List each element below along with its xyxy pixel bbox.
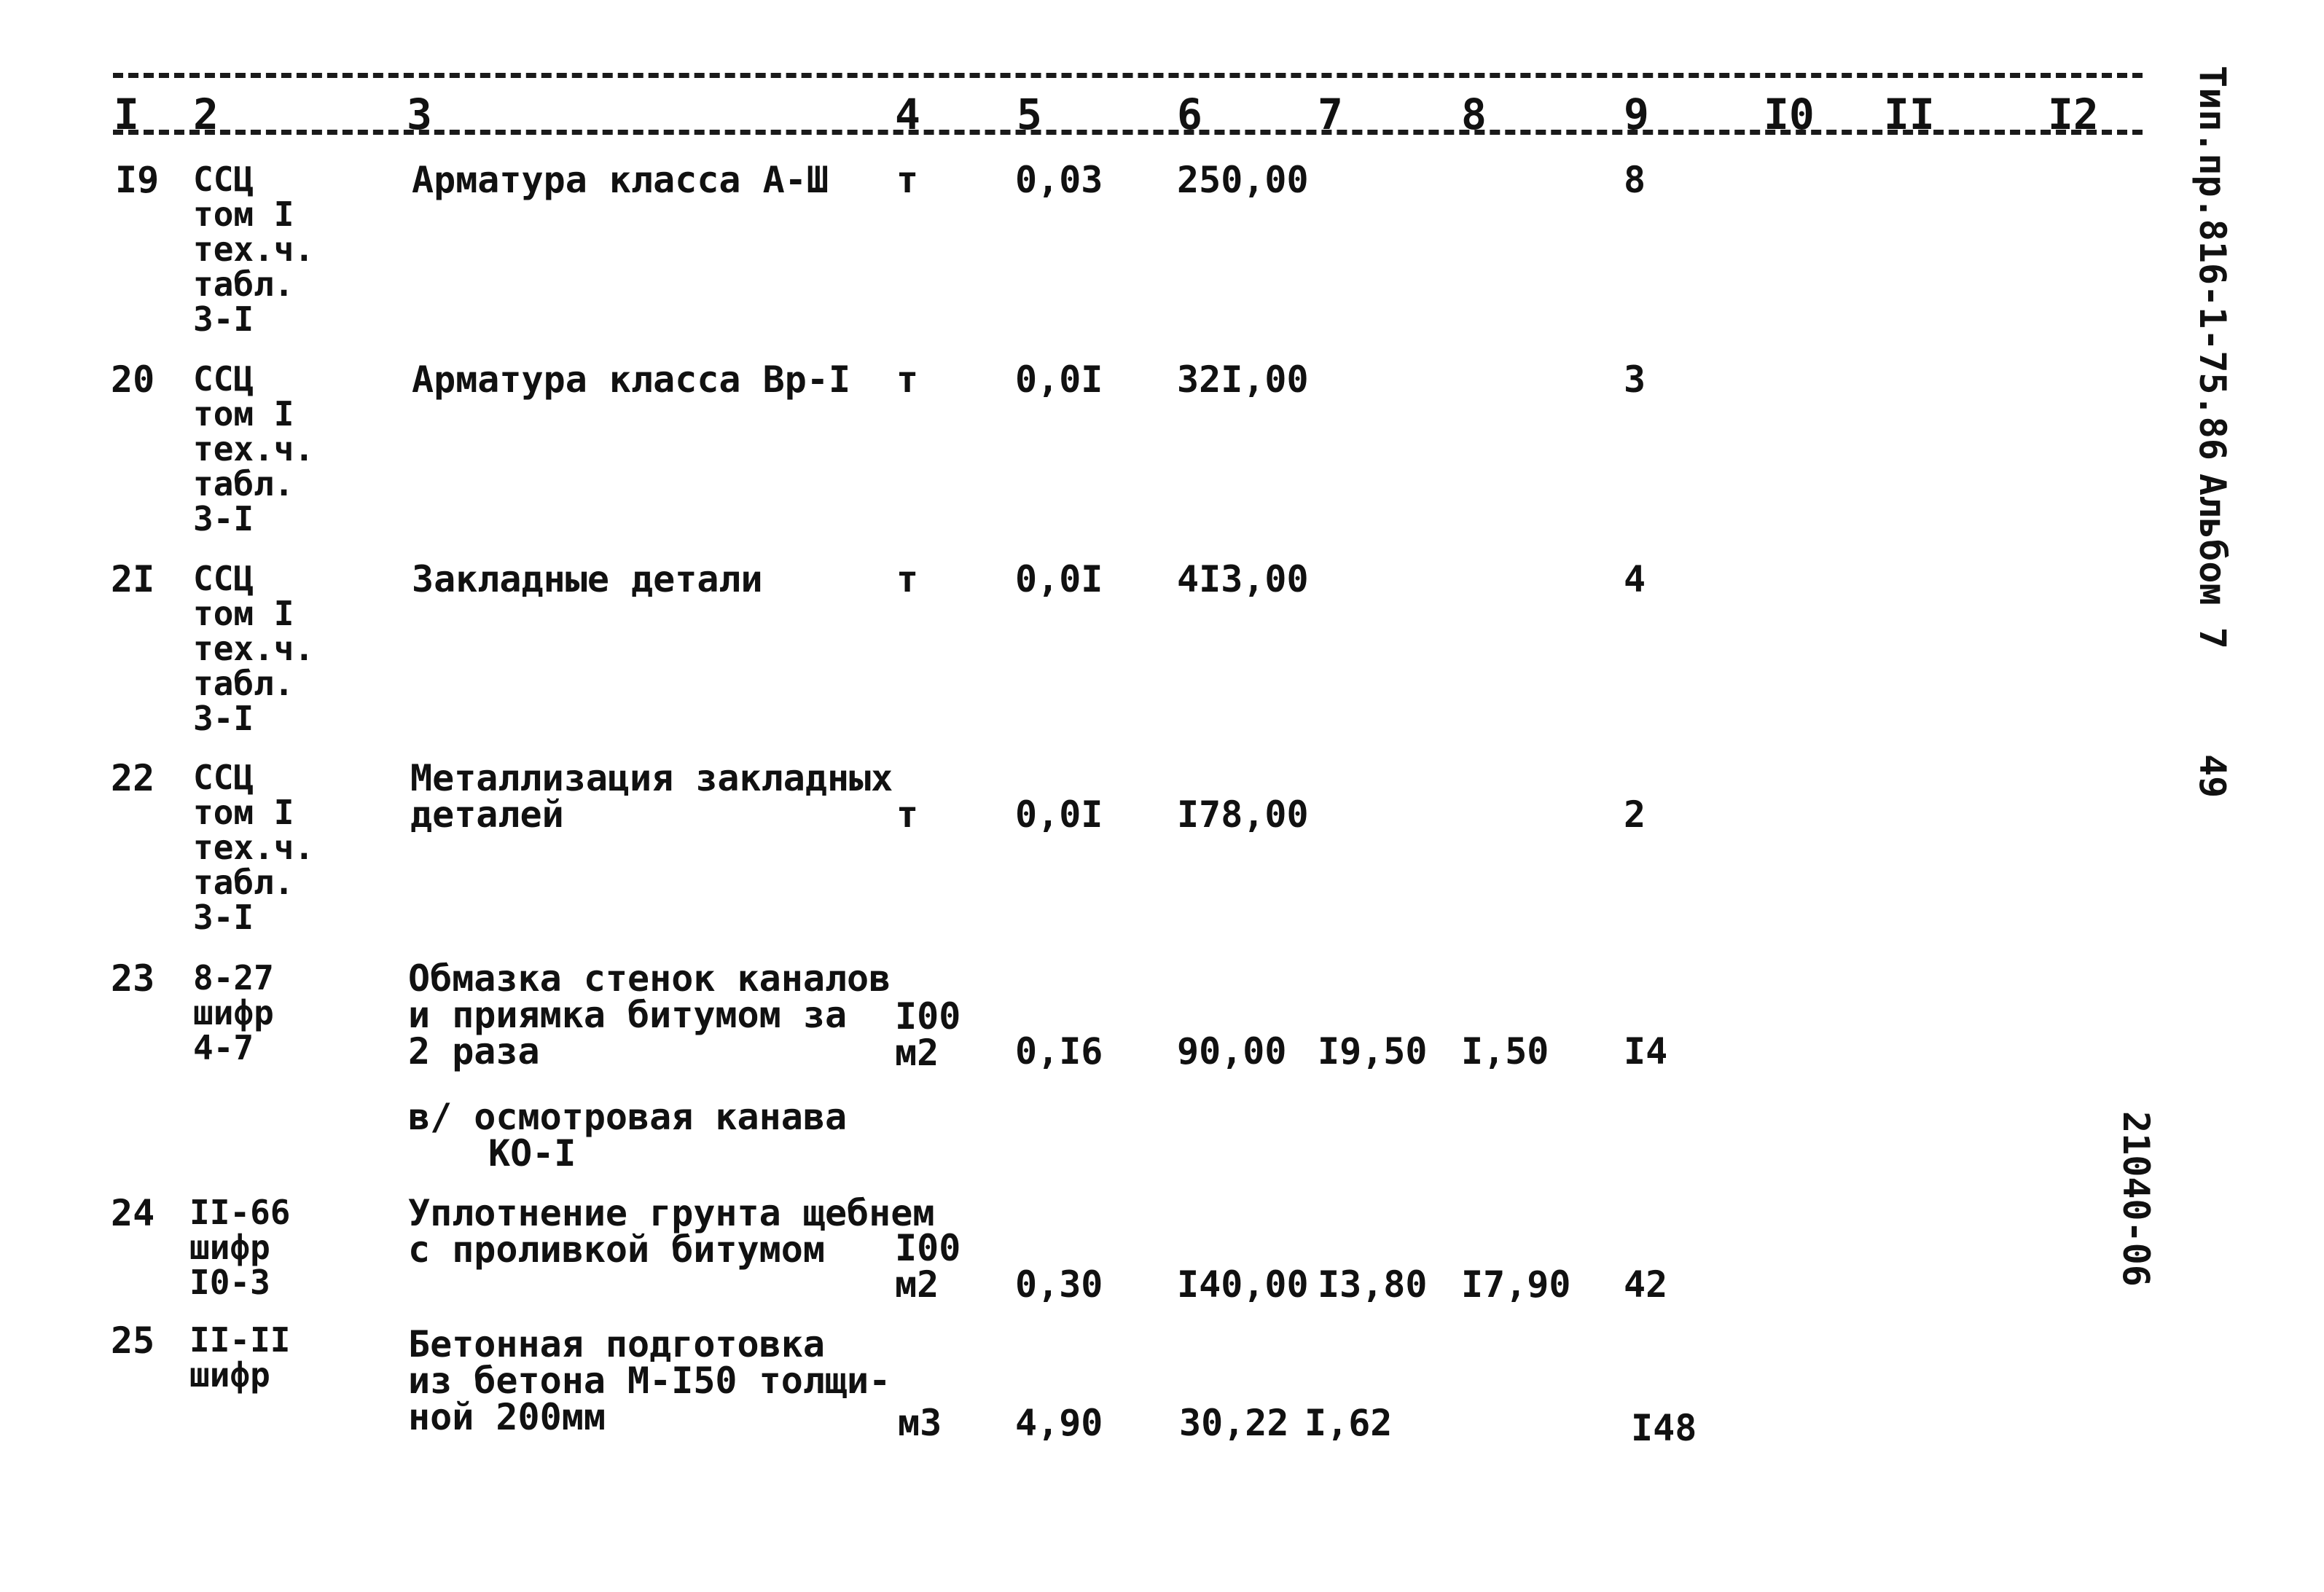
page-number: 49: [2191, 754, 2234, 799]
column-header: 7: [1318, 90, 1343, 139]
row-description: Обмазка стенок каналов и приямка битумом за 2 раза: [408, 957, 891, 1073]
row-description: Металлизация закладных деталей: [410, 757, 893, 836]
row-col8: I7,90: [1461, 1263, 1571, 1306]
row-reference: ССЦ том I тех.ч. табл. 3-I: [193, 160, 315, 339]
row-description: Арматура класса А-Ш: [412, 159, 829, 201]
row-unit: I00 м2: [895, 1227, 961, 1306]
column-header: 4: [895, 90, 920, 139]
column-header: I: [114, 90, 139, 139]
column-header: 3: [407, 90, 432, 139]
column-header: 2: [193, 90, 219, 139]
row-unit: т: [896, 793, 919, 836]
column-header: I2: [2048, 90, 2099, 139]
row-reference: II-II шифр: [189, 1320, 291, 1395]
row-col8: I,50: [1461, 1030, 1549, 1073]
row-col9: 42: [1624, 1263, 1668, 1306]
row-col6: 4I3,00: [1177, 558, 1309, 600]
row-col6: 90,00: [1177, 1030, 1287, 1073]
row-col6: 250,00: [1177, 159, 1309, 201]
row-col9: I48: [1631, 1407, 1697, 1449]
row-col9: 2: [1624, 793, 1646, 836]
row-col6: 32I,00: [1177, 358, 1309, 401]
row-col6: I78,00: [1177, 793, 1309, 836]
album-label: Альбом 7: [2191, 474, 2234, 649]
row-col9: 3: [1624, 358, 1646, 401]
row-number: 20: [111, 358, 155, 401]
row-reference: ССЦ том I тех.ч. табл. 3-I: [193, 559, 315, 738]
column-header: II: [1884, 90, 1935, 139]
row-unit: т: [896, 558, 919, 600]
row-reference: II-66 шифр I0-3: [189, 1193, 291, 1302]
row-unit: м3: [898, 1402, 942, 1444]
row-number: 2I: [111, 558, 155, 600]
row-description: Уплотнение грунта щебнем с проливкой битумом: [408, 1192, 935, 1271]
row-number: I9: [115, 159, 160, 201]
row-number: 22: [111, 757, 155, 799]
document-code: Тип.пр.816-1-75.86: [2191, 66, 2234, 460]
column-header: I0: [1764, 90, 1815, 139]
row-quantity: 4,90: [1015, 1402, 1103, 1444]
row-reference: 8-27 шифр 4-7: [193, 958, 274, 1067]
column-header: 6: [1177, 90, 1202, 139]
row-description: Закладные детали: [412, 558, 763, 600]
row-quantity: 0,0I: [1015, 558, 1103, 600]
row-quantity: 0,30: [1015, 1263, 1103, 1306]
row-quantity: 0,0I: [1015, 358, 1103, 401]
row-reference: ССЦ том I тех.ч. табл. 3-I: [193, 359, 315, 538]
header-top-rule: [113, 73, 2143, 78]
row-number: 23: [111, 957, 155, 1000]
row-col9: 8: [1624, 159, 1646, 201]
column-header: 8: [1461, 90, 1487, 139]
archive-number: 21040-06: [2115, 1111, 2157, 1287]
row-col6: I40,00: [1177, 1263, 1309, 1306]
row-unit: т: [896, 159, 919, 201]
row-number: 24: [111, 1192, 155, 1234]
row-col7: I9,50: [1318, 1030, 1428, 1073]
row-quantity: 0,03: [1015, 159, 1103, 201]
row-description: Арматура класса Вр-I: [412, 358, 851, 401]
row-quantity: 0,0I: [1015, 793, 1103, 836]
row-col7: I,62: [1304, 1402, 1393, 1444]
row-number: 25: [111, 1320, 155, 1362]
column-header: 5: [1017, 90, 1042, 139]
column-header: 9: [1624, 90, 1649, 139]
row-col9: 4: [1624, 558, 1646, 600]
row-col9: I4: [1624, 1030, 1668, 1073]
row-col6: 30,22: [1179, 1402, 1289, 1444]
section-note: в/ осмотровая канава КО-I: [408, 1096, 848, 1175]
row-description: Бетонная подготовка из бетона М-I50 толщи- ной 200мм: [408, 1323, 891, 1438]
row-unit: I00 м2: [895, 995, 961, 1074]
row-unit: т: [896, 358, 919, 401]
row-quantity: 0,I6: [1015, 1030, 1103, 1073]
row-reference: ССЦ том I тех.ч. табл. 3-I: [193, 758, 315, 937]
row-col7: I3,80: [1318, 1263, 1428, 1306]
